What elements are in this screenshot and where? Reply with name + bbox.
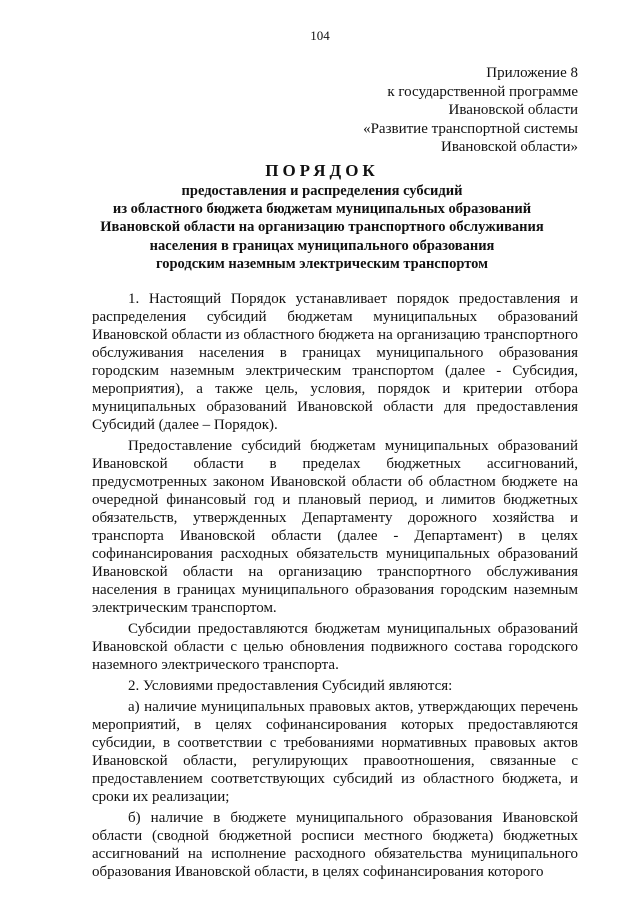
document-body	[92, 290, 578, 884]
page-number: 104	[310, 28, 330, 43]
paragraph: а) наличие муниципальных правовых актов, утверждающих перечень мероприятий, в целях софинансирования которых предоставляются субсидии, в соответствии с требованиями нормативных правовых актов Ивановской области, регулирующих правоотношения, связанные с предоставлением соответствующих субсидий из областного бюджета, и сроки их реализации;	[92, 699, 578, 805]
appendix-line: Приложение 8	[486, 65, 578, 81]
appendix-line: Ивановской области»	[441, 139, 578, 155]
paragraph: 2. Условиями предоставления Субсидий являются:	[128, 678, 453, 694]
paragraph: 1. Настоящий Порядок устанавливает порядок предоставления и распределения субсидий бюджетам муниципальных образований Ивановской области из областного бюджета на организацию транспортного обслуживания населения в границах муниципального образования городским наземным электрическим транспортом (далее - Субсидия, мероприятия), а также цель, условия, порядок и критерии отбора муниципальных образований Ивановской области для предоставления Субсидий (далее – Порядок).	[92, 291, 578, 433]
appendix-line: «Развитие транспортной системы	[363, 120, 578, 137]
appendix-line: Ивановской области	[448, 102, 578, 118]
appendix-header	[363, 64, 578, 157]
document-title	[92, 160, 552, 273]
appendix-line: к государственной программе	[387, 83, 578, 100]
title-main: ПОРЯДОК	[265, 161, 379, 180]
title-subtitle-line: предоставления и распределения субсидий	[181, 183, 463, 199]
paragraph: б) наличие в бюджете муниципального образования Ивановской области (сводной бюджетной росписи местного бюджета) бюджетных ассигнований на исполнение расходного обязательства муниципального образования Ивановской области, в целях софинансирования которого	[92, 810, 578, 880]
paragraph: Субсидии предоставляются бюджетам муниципальных образований Ивановской области с целью обновления подвижного состава городского наземного электрического транспорта.	[92, 621, 578, 673]
title-subtitle-line: из областного бюджета бюджетам муниципальных образований	[112, 201, 532, 218]
paragraph: Предоставление субсидий бюджетам муниципальных образований Ивановской области в пределах бюджетных ассигнований, предусмотренных законом Ивановской области об областном бюджете на очередной финансовый год и плановый период, и лимитов бюджетных обязательств, утвержденных Департаменту дорожного хозяйства и транспорта Ивановской области (далее - Департамент) в целях софинансирования расходных обязательств муниципальных образований Ивановской области на организацию транспортного обслуживания населения в границах муниципального образования городским наземным электрическим транспортом.	[92, 438, 578, 616]
title-subtitle-line: Ивановской области на организацию транспортного обслуживания	[100, 219, 544, 236]
title-subtitle-line: городским наземным электрическим транспортом	[155, 255, 489, 272]
title-subtitle-line: населения в границах муниципального образования	[149, 237, 495, 254]
